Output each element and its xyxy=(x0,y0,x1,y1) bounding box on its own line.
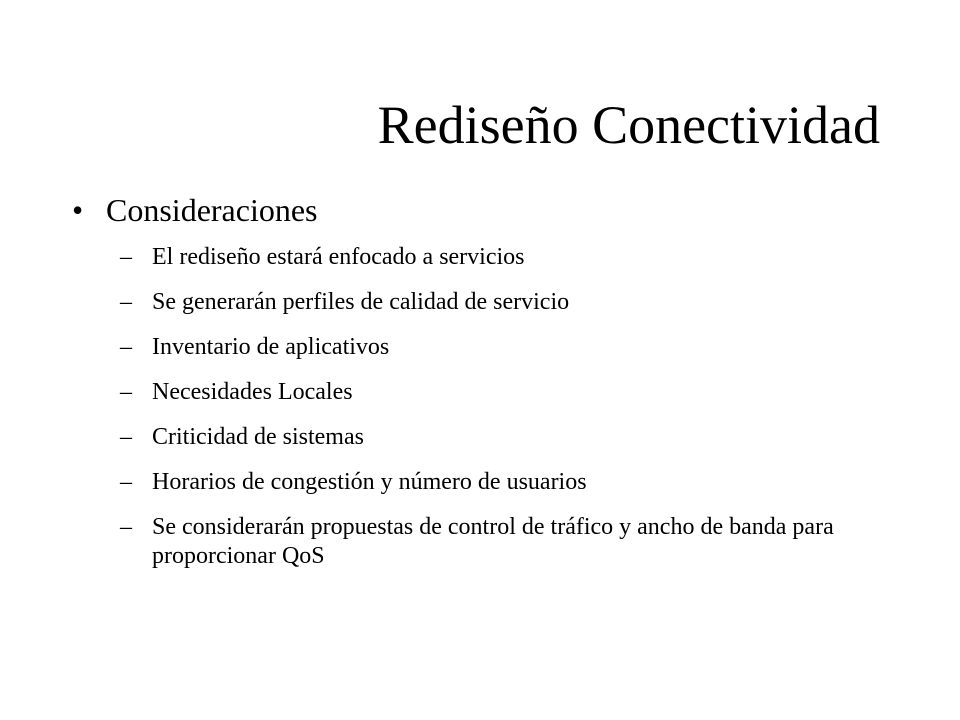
bullet-consideraciones xyxy=(72,188,318,232)
dash-marker: – xyxy=(120,289,132,315)
dash-marker: – xyxy=(120,334,132,360)
dash-marker: – xyxy=(120,469,132,495)
sub-item xyxy=(120,288,840,317)
bullet-marker: • xyxy=(72,192,84,228)
slide-title: Rediseño Conectividad xyxy=(377,95,880,155)
sub-item-text: Inventario de aplicativos xyxy=(152,334,390,360)
sub-item-text: Necesidades Locales xyxy=(152,379,353,405)
sub-item xyxy=(120,423,840,452)
sub-item xyxy=(120,333,840,362)
bullet-label: Consideraciones xyxy=(106,192,318,228)
sub-item-text: El rediseño estará enfocado a servicios xyxy=(152,244,525,270)
sub-item-text: Horarios de congestión y número de usuarios xyxy=(152,469,587,495)
sub-item-text: Se generarán perfiles de calidad de servicio xyxy=(152,289,570,315)
sub-item-text: Criticidad de sistemas xyxy=(152,424,364,450)
sub-item-text: Se considerarán propuestas de control de tráfico y ancho de banda para proporcionar QoS xyxy=(152,514,834,569)
sub-item xyxy=(120,378,840,407)
sub-item xyxy=(120,513,840,571)
dash-marker: – xyxy=(120,244,132,270)
dash-marker: – xyxy=(120,379,132,405)
sub-item xyxy=(120,468,840,497)
dash-marker: – xyxy=(120,424,132,450)
sub-item xyxy=(120,243,840,272)
dash-marker: – xyxy=(120,514,132,540)
